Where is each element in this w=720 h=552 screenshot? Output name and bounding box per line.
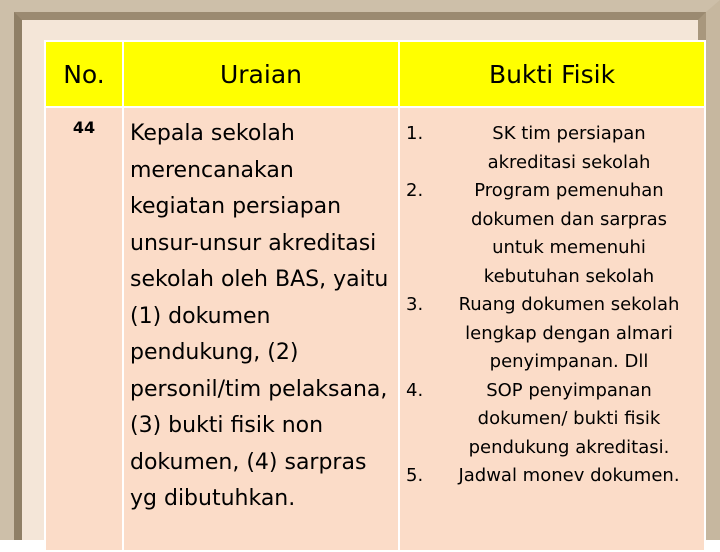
uraian-line: unsur-unsur akreditasi [130,230,377,256]
uraian-line: merencanakan [130,157,294,183]
list-item-line: Ruang dokumen sekolah [458,294,680,315]
uraian-line: personil/tim pelaksana, [130,376,388,402]
row-number: 44 [45,107,123,551]
header-bukti-fisik: Bukti Fisik [399,41,705,107]
slide-area [14,12,706,540]
list-item [400,177,704,291]
list-item-line: penyimpanan. Dll [489,351,649,372]
list-item-line: Program pemenuhan [474,180,664,201]
bukti-fisik-list [400,108,704,491]
list-item-line: pendukung akreditasi. [468,436,670,458]
list-item-line: untuk memenuhi [492,237,646,258]
list-item [400,291,704,377]
header-uraian: Uraian [123,41,399,107]
header-no: No. [45,41,123,107]
bukti-fisik-cell [399,107,705,551]
list-item-number: 3. [406,294,424,315]
list-item [400,377,704,463]
uraian-line: (1) dokumen [130,303,271,329]
list-item [400,120,704,177]
uraian-line: pendukung, (2) [130,340,299,365]
evidence-table [44,40,706,552]
list-item-line: kebutuhan sekolah [483,265,655,287]
list-item-line: Jadwal monev dokumen. [458,465,680,486]
list-item [400,462,704,491]
list-item-line: dokumen/ bukti fisik [477,408,661,429]
uraian-line: kegiatan persiapan [130,194,342,219]
uraian-line: sekolah oleh BAS, yaitu [130,267,389,292]
list-item-number: 2. [406,180,424,201]
uraian-line: (3) bukti fisik non [130,413,324,438]
uraian-line: dokumen, (4) sarpras [130,449,367,475]
table-row [45,107,705,551]
list-item-line: dokumen dan sarpras [470,208,668,230]
list-item-number: 1. [406,123,424,144]
list-item-line: lengkap dengan almari [465,322,673,344]
list-item-line: akreditasi sekolah [487,151,651,173]
uraian-cell [123,107,399,551]
list-item-line: SOP penyimpanan [486,379,652,401]
uraian-line: Kepala sekolah [130,121,295,146]
list-item-number: 4. [406,379,424,401]
list-item-line: SK tim persiapan [492,123,646,144]
uraian-line: yg dibutuhkan. [130,486,296,511]
table-header-row [45,41,705,107]
list-item-number: 5. [406,465,424,486]
